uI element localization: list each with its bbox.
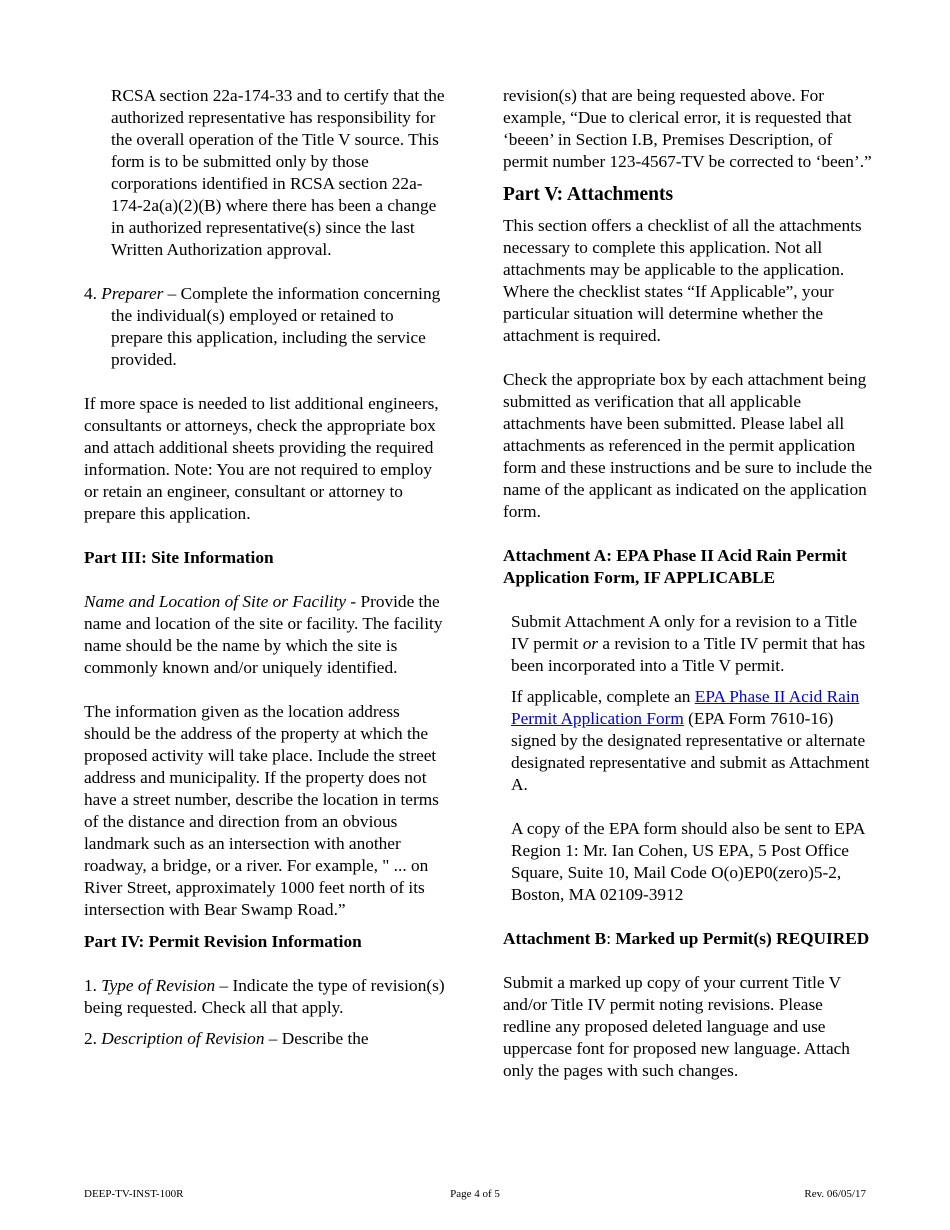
item-1-text: – Indicate the type of revision(s) being requested. Check all that apply. (84, 976, 445, 1017)
item-4-term: Preparer (101, 284, 164, 303)
attachment-a-p1-or: or (582, 634, 599, 653)
footer-page-number: Page 4 of 5 (450, 1188, 500, 1200)
attachment-b-paragraph: Submit a marked up copy of your current Title V and/or Title IV permit noting revisions. Please redline any proposed deleted language and use uppercase font for proposed new language. Attach only the pages with such changes. (503, 973, 850, 1080)
item-4-text: – Complete the information concerning the individual(s) employed or retained to prepare this application, including the service provided. (111, 284, 441, 369)
site-text: - Provide the name and location of the site or facility. The facility name should be the name by which the site is commonly known and/or uniquely identified. (84, 592, 443, 677)
location-address-paragraph: The information given as the location address should be the address of the property at which the proposed activity will take place. Include the street address and municipality. If the property does not have a street number, describe the location in terms of the distance and direction from an obvious landmark such as an intersection with another roadway, a bridge, or a river. For example, " ... on River Street, approximately 1000 feet north of its intersection with Bear Swamp Road.” (84, 702, 439, 919)
part-4-heading: Part IV: Permit Revision Information (84, 932, 362, 951)
left-column (84, 85, 449, 1050)
item-1-number: 1. (84, 976, 102, 995)
attachment-a-paragraph-2 (503, 686, 875, 796)
attachment-a-heading: Attachment A: EPA Phase II Acid Rain Permit Application Form, IF APPLICABLE (503, 546, 847, 587)
footer-revision-date: Rev. 06/05/17 (804, 1188, 866, 1200)
item-2-text: – Describe the (264, 1029, 369, 1048)
part-3-heading: Part III: Site Information (84, 548, 274, 567)
item-4-preparer (84, 283, 449, 371)
epa-acid-rain-form-link[interactable]: EPA Phase II Acid Rain Permit Application Form (511, 687, 860, 728)
attachment-a-paragraph-3: A copy of the EPA form should also be sent to EPA Region 1: Mr. Ian Cohen, US EPA, 5 Post Office Square, Suite 10, Mail Code O(o)EP0(zero)5-2, Boston, MA 02109-3912 (511, 819, 865, 904)
attachment-a-p1-text-a: Submit Attachment A only for a revision to a Title IV permit (511, 612, 858, 653)
item-1-type-of-revision (84, 975, 449, 1019)
attachment-a-paragraph-1 (503, 611, 875, 677)
attachment-b-title: Marked up Permit(s) REQUIRED (615, 929, 870, 948)
page-footer (84, 1187, 866, 1201)
item-2-term: Description of Revision (101, 1029, 265, 1048)
site-name-location-paragraph (84, 591, 449, 679)
attachment-b-heading (503, 928, 875, 950)
site-term: Name and Location of Site or Facility (84, 592, 347, 611)
check-box-paragraph: Check the appropriate box by each attachment being submitted as verification that all applicable attachments have been submitted. Please label all attachments as referenced in the permit application form and these instructions and be sure to include the name of the applicant as indicated on the application form. (503, 370, 873, 521)
item-1-term: Type of Revision (101, 976, 216, 995)
attachment-a-p2-text-a: If applicable, complete an (511, 687, 695, 706)
attachment-a-p2-text-b: (EPA Form 7610-16) signed by the designated representative or alternate designated representative and submit as Attachment A. (511, 709, 870, 794)
attachment-b-label: Attachment B (503, 929, 607, 948)
additional-space-paragraph: If more space is needed to list additional engineers, consultants or attorneys, check the appropriate box and attach additional sheets providing the required information. Note: You are not required to employ or retain an engineer, consultant or attorney to prepare this application. (84, 394, 439, 523)
right-column (503, 85, 875, 1082)
item-2-number: 2. (84, 1029, 102, 1048)
authorization-continuation: RCSA section 22a-174-33 and to certify that the authorized representative has responsibility for the overall operation of the Title V source. This form is to be submitted only by those corporations identified in RCSA section 22a-174-2a(a)(2)(B) where there has been a change in authorized representative(s) since the last Written Authorization approval. (111, 86, 445, 259)
attachments-checklist-paragraph: This section offers a checklist of all the attachments necessary to complete this application. Not all attachments may be applicable to the application. Where the checklist states “If Applicable”, your particular situation will determine whether the attachment is required. (503, 216, 862, 345)
item-4-number: 4. (84, 284, 102, 303)
attachment-b-colon: : (606, 929, 616, 948)
revision-description-continuation: revision(s) that are being requested above. For example, “Due to clerical error, it is requested that ‘beeen’ in Section I.B, Premises Description, of permit number 123-4567-TV be corrected to ‘been’.” (503, 86, 872, 171)
footer-form-id: DEEP-TV-INST-100R (84, 1188, 184, 1200)
item-2-description-of-revision (84, 1028, 449, 1050)
attachment-a-p1-text-b: a revision to a Title IV permit that has been incorporated into a Title V permit. (511, 634, 866, 675)
part-5-heading: Part V: Attachments (503, 184, 674, 205)
